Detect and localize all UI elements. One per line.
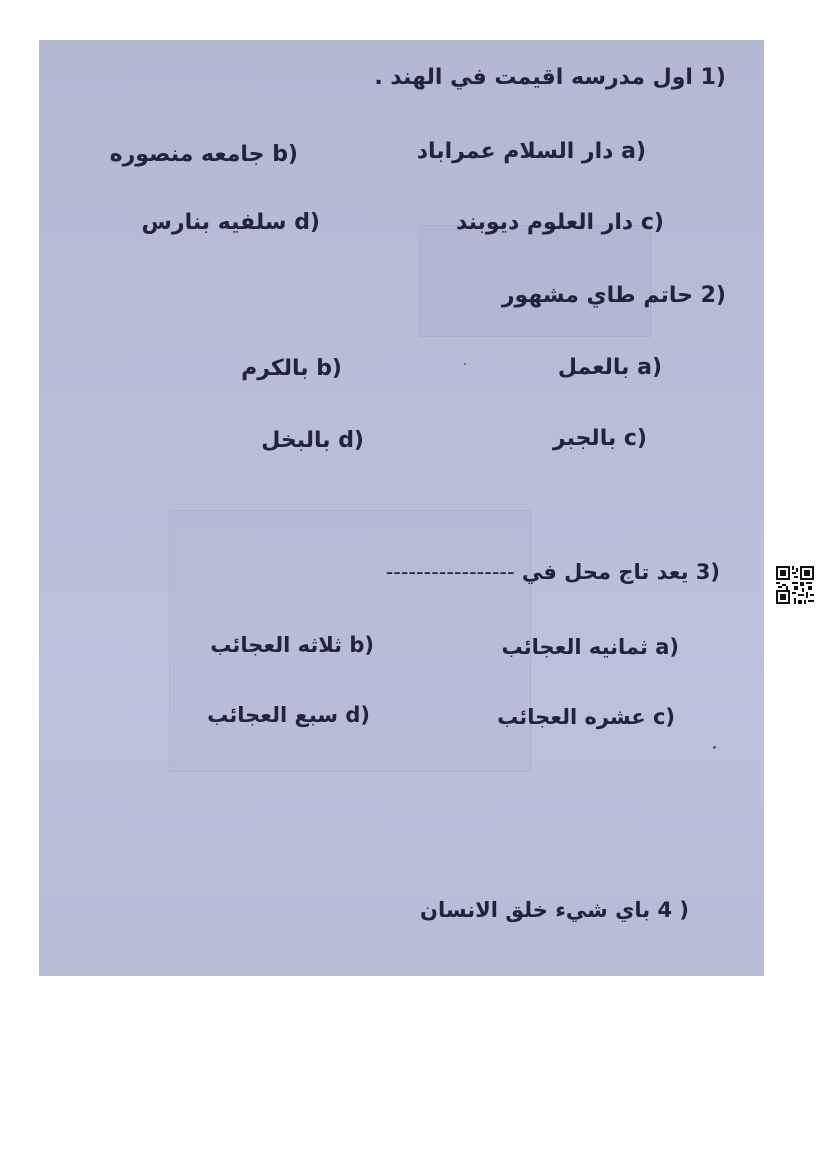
option-letter: d) bbox=[294, 210, 320, 235]
option-letter: b) bbox=[349, 633, 374, 657]
option-text: جامعه منصوره bbox=[109, 142, 265, 167]
option-text: سلفيه بنارس bbox=[141, 210, 287, 235]
option-text: بالكرم bbox=[241, 356, 309, 381]
question-3-option-a bbox=[501, 637, 679, 658]
option-text: دار السلام عمراباد bbox=[416, 139, 614, 164]
question-3-option-c bbox=[497, 707, 675, 728]
question-1-text: اول مدرسه اقيمت في الهند . bbox=[374, 65, 693, 90]
question-3-option-b bbox=[210, 635, 374, 656]
question-4-text: باي شيء خلق الانسان bbox=[420, 898, 651, 922]
question-3-blank: ----------------- bbox=[385, 560, 515, 584]
option-letter: b) bbox=[272, 142, 298, 167]
option-letter: a) bbox=[655, 635, 679, 659]
dust-speck bbox=[713, 746, 716, 749]
option-text: ثلاثه العجائب bbox=[210, 633, 343, 657]
option-letter: d) bbox=[338, 428, 364, 453]
option-letter: c) bbox=[640, 210, 664, 235]
photographed-page bbox=[39, 40, 764, 976]
question-3-number: 3) bbox=[695, 560, 720, 584]
question-1-option-b bbox=[110, 144, 298, 166]
question-2-option-d bbox=[261, 430, 364, 452]
question-1-option-d bbox=[142, 212, 320, 234]
question-2-option-b bbox=[241, 358, 342, 380]
dust-speck bbox=[464, 363, 466, 365]
question-4-number: 4 ) bbox=[657, 898, 689, 922]
option-text: سبع العجائب bbox=[207, 703, 339, 727]
show-through-shadow bbox=[419, 225, 651, 337]
question-3 bbox=[386, 562, 720, 583]
question-2 bbox=[502, 285, 726, 307]
question-1-number: 1) bbox=[700, 65, 726, 90]
option-text: دار العلوم ديوبند bbox=[455, 210, 634, 235]
option-letter: c) bbox=[652, 705, 675, 729]
option-text: بالجبر bbox=[552, 426, 617, 451]
option-letter: d) bbox=[345, 703, 370, 727]
question-4 bbox=[420, 900, 689, 921]
option-letter: c) bbox=[623, 426, 647, 451]
question-3-option-d bbox=[207, 705, 370, 726]
question-2-text: حاتم طاي مشهور bbox=[501, 283, 693, 308]
option-letter: a) bbox=[637, 355, 662, 380]
option-letter: b) bbox=[316, 356, 342, 381]
qr-code-icon bbox=[776, 566, 814, 604]
option-text: بالعمل bbox=[557, 355, 630, 380]
question-1-option-c bbox=[456, 212, 664, 234]
option-text: بالبخل bbox=[261, 428, 331, 453]
question-3-text: يعد تاج محل في bbox=[521, 560, 689, 584]
question-1 bbox=[374, 67, 726, 89]
option-text: عشره العجائب bbox=[497, 705, 646, 729]
question-2-option-a bbox=[558, 357, 662, 379]
option-letter: a) bbox=[621, 139, 646, 164]
question-2-number: 2) bbox=[700, 283, 726, 308]
question-1-option-a bbox=[417, 141, 646, 163]
question-2-option-c bbox=[553, 428, 647, 450]
option-text: ثمانيه العجائب bbox=[501, 635, 648, 659]
